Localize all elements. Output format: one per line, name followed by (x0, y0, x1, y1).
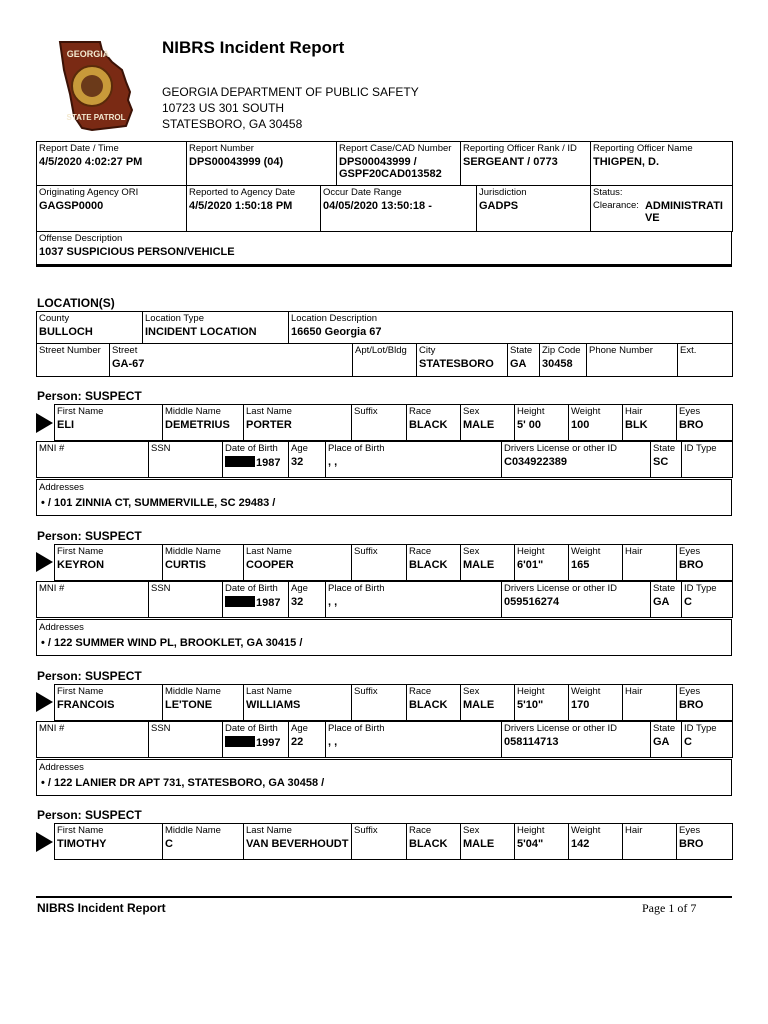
person-section-title: Person: SUSPECT (37, 669, 142, 683)
address-line: • / 101 ZINNIA CT, SUMMERVILLE, SC 29483 / (41, 497, 276, 509)
first-name: ELI (57, 419, 75, 431)
expand-arrow-icon[interactable] (36, 832, 53, 852)
agency-name: GEORGIA DEPARTMENT OF PUBLIC SAFETY (162, 85, 419, 99)
ext-cell: Ext. (678, 344, 733, 377)
last-name: PORTER (246, 419, 292, 431)
agency-city: STATESBORO, GA 30458 (162, 117, 303, 131)
occur-range-cell: Occur Date Range 04/05/2020 13:50:18 - (321, 186, 477, 232)
redaction-bar (225, 596, 255, 607)
first-name: TIMOTHY (57, 838, 107, 850)
svg-text:GEORGIA: GEORGIA (66, 49, 110, 59)
report-info-table-2 (36, 185, 733, 232)
state-cell: State GA (508, 344, 540, 377)
redaction-bar (225, 456, 255, 467)
person-name-table: First Name ELI Middle Name DEMETRIUS Last Name PORTER Suffix Race BLACK Sex MALE Height 5' 00 Weight 100 Hair BLK Eyes BRO (54, 404, 733, 441)
reported-date-cell: Reported to Agency Date 4/5/2020 1:50:18 PM (187, 186, 321, 232)
page-title: NIBRS Incident Report (162, 38, 345, 57)
expand-arrow-icon[interactable] (36, 692, 53, 712)
agency-address (162, 84, 419, 132)
first-name: FRANCOIS (57, 699, 115, 711)
address-line: • / 122 SUMMER WIND PL, BROOKLET, GA 30415 / (41, 637, 303, 649)
address-table (36, 343, 733, 377)
middle-name: CURTIS (165, 559, 206, 571)
officer-name-cell: Reporting Officer Name THIGPEN, D. (591, 142, 733, 186)
person-section-title: Person: SUSPECT (37, 389, 142, 403)
person-id-table: MNI # SSN Date of Birth 1997 Age 22 Place of Birth , , Drivers License or other ID 058114713 State GA ID Type C (36, 721, 733, 758)
officer-rank-cell: Reporting Officer Rank / ID SERGEANT / 0773 (461, 142, 591, 186)
last-name: COOPER (246, 559, 294, 571)
location-table (36, 311, 733, 344)
street-number-cell: Street Number (37, 344, 110, 377)
redaction-bar (225, 736, 255, 747)
street-cell: Street GA-67 (110, 344, 353, 377)
addresses-box: Addresses • / 122 SUMMER WIND PL, BROOKLET, GA 30415 / (36, 619, 732, 656)
report-case-cell: Report Case/CAD Number DPS00043999 / GSPF20CAD013582 (337, 142, 461, 186)
zip-cell: Zip Code 30458 (540, 344, 587, 377)
location-desc-cell: Location Description 16650 Georgia 67 (289, 312, 733, 344)
footer-divider (36, 896, 732, 898)
person-name-table: First Name FRANCOIS Middle Name LE'TONE Last Name WILLIAMS Suffix Race BLACK Sex MALE Height 5'10" Weight 170 Hair Eyes BRO (54, 684, 733, 721)
svg-text:STATE PATROL: STATE PATROL (66, 113, 126, 122)
middle-name: DEMETRIUS (165, 419, 230, 431)
ori-cell: Originating Agency ORI GAGSP0000 (37, 186, 187, 232)
first-name: KEYRON (57, 559, 105, 571)
divider (36, 264, 732, 267)
location-type-cell: Location Type INCIDENT LOCATION (143, 312, 289, 344)
page-number: Page 1 of 7 (642, 901, 697, 915)
agency-street: 10723 US 301 SOUTH (162, 101, 285, 115)
addresses-box: Addresses • / 101 ZINNIA CT, SUMMERVILLE, SC 29483 / (36, 479, 732, 516)
address-line: • / 122 LANIER DR APT 731, STATESBORO, GA 30458 / (41, 777, 325, 789)
last-name: VAN BEVERHOUDT (246, 838, 349, 850)
offense-table (36, 231, 732, 266)
phone-cell: Phone Number (587, 344, 678, 377)
apt-cell: Apt/Lot/Bldg (353, 344, 417, 377)
person-name-table: First Name KEYRON Middle Name CURTIS Last Name COOPER Suffix Race BLACK Sex MALE Height 6'01" Weight 165 Hair Eyes BRO (54, 544, 733, 581)
middle-name: C (165, 838, 173, 850)
last-name: WILLIAMS (246, 699, 301, 711)
person-name-table: First Name TIMOTHY Middle Name C Last Name VAN BEVERHOUDT Suffix Race BLACK Sex MALE Height 5'04" Weight 142 Hair Eyes BRO (54, 823, 733, 860)
person-section-title: Person: SUSPECT (37, 529, 142, 543)
location-section-title: LOCATION(S) (37, 296, 115, 310)
georgia-state-patrol-logo (52, 40, 134, 134)
report-date-cell: Report Date / Time 4/5/2020 4:02:27 PM (37, 142, 187, 186)
report-info-table (36, 141, 733, 186)
county-cell: County BULLOCH (37, 312, 143, 344)
report-number-cell: Report Number DPS00043999 (04) (187, 142, 337, 186)
offense-cell: Offense Description 1037 SUSPICIOUS PERSON/VEHICLE (37, 232, 732, 266)
expand-arrow-icon[interactable] (36, 413, 53, 433)
person-id-table: MNI # SSN Date of Birth 1987 Age 32 Place of Birth , , Drivers License or other ID C034922389 State SC ID Type (36, 441, 733, 478)
footer-title: NIBRS Incident Report (37, 901, 166, 915)
person-section-title: Person: SUSPECT (37, 808, 142, 822)
middle-name: LE'TONE (165, 699, 213, 711)
person-id-table: MNI # SSN Date of Birth 1987 Age 32 Place of Birth , , Drivers License or other ID 059516274 State GA ID Type C (36, 581, 733, 618)
city-cell: City STATESBORO (417, 344, 508, 377)
status-cell: Status: Clearance: ADMINISTRATIVE (591, 186, 733, 232)
expand-arrow-icon[interactable] (36, 552, 53, 572)
addresses-box: Addresses • / 122 LANIER DR APT 731, STATESBORO, GA 30458 / (36, 759, 732, 796)
jurisdiction-cell: Jurisdiction GADPS (477, 186, 591, 232)
